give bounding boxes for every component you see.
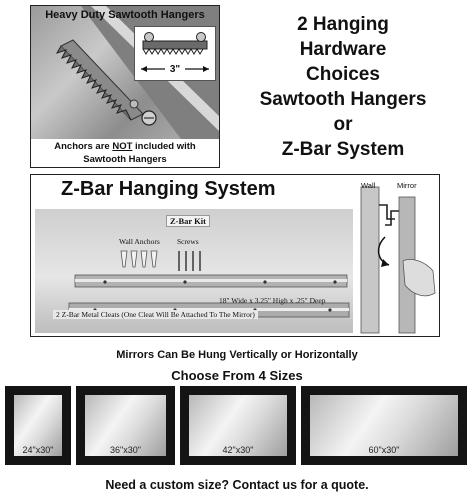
- hardware-heading: [228, 12, 458, 162]
- sawtooth-note-mid: included with: [132, 141, 196, 152]
- heading-line: Z-Bar System: [281, 139, 405, 160]
- cleat-dimensions-label: 18" Wide x 3.25" High x .25" Deep: [219, 296, 326, 305]
- heading-line: Sawtooth Hangers: [259, 89, 427, 110]
- zbar-title: Z-Bar Hanging System: [61, 178, 276, 200]
- wall-anchors: [121, 251, 157, 267]
- zbar-mounting-diagram: [355, 175, 439, 336]
- mirror-size-label: 36"x30": [110, 445, 141, 455]
- sawtooth-note-not: NOT: [112, 141, 133, 152]
- heading-line: 2 Hanging: [297, 14, 389, 35]
- orientation-note: Mirrors Can Be Hung Vertically or Horizontally: [116, 349, 358, 361]
- sawtooth-inset: [134, 26, 216, 81]
- mirror-size-option[interactable]: [76, 386, 175, 465]
- sawtooth-title: Heavy Duty Sawtooth Hangers: [45, 9, 205, 21]
- heading-line: Hardware: [299, 39, 387, 60]
- custom-size-quote: Need a custom size? Contact us for a quote.: [105, 478, 369, 492]
- screws: [179, 251, 200, 271]
- mirror-size-label: 60"x30": [368, 445, 400, 455]
- mirror-size-option[interactable]: [180, 386, 296, 465]
- sawtooth-hanger-closeup: [135, 27, 215, 80]
- sawtooth-width-label: 3": [169, 64, 181, 75]
- choose-sizes-heading: Choose From 4 Sizes: [171, 368, 303, 383]
- screws-label: Screws: [177, 237, 199, 246]
- zbar-kit-label: Z-Bar Kit: [166, 215, 210, 227]
- wall-label: Wall: [361, 181, 376, 190]
- sawtooth-note-line2: Sawtooth Hangers: [83, 154, 167, 165]
- heading-line: or: [333, 114, 353, 135]
- heading-line: Choices: [306, 64, 380, 85]
- wall-anchors-label: Wall Anchors: [119, 237, 160, 246]
- sawtooth-panel: [30, 5, 220, 168]
- mirror-size-label: 24"x30": [22, 445, 54, 455]
- sawtooth-note: [31, 140, 219, 166]
- mirror-label: Mirror: [397, 181, 417, 190]
- mirror-size-label: 42"x30": [222, 445, 254, 455]
- mirror-size-option[interactable]: [301, 386, 467, 465]
- sawtooth-note-pre: Anchors are: [54, 141, 113, 152]
- cleats-label: 2 Z-Bar Metal Cleats (One Cleat Will Be Attached To The Mirror): [53, 310, 258, 319]
- mirror-size-option[interactable]: [5, 386, 71, 465]
- zbar-panel: [30, 174, 440, 337]
